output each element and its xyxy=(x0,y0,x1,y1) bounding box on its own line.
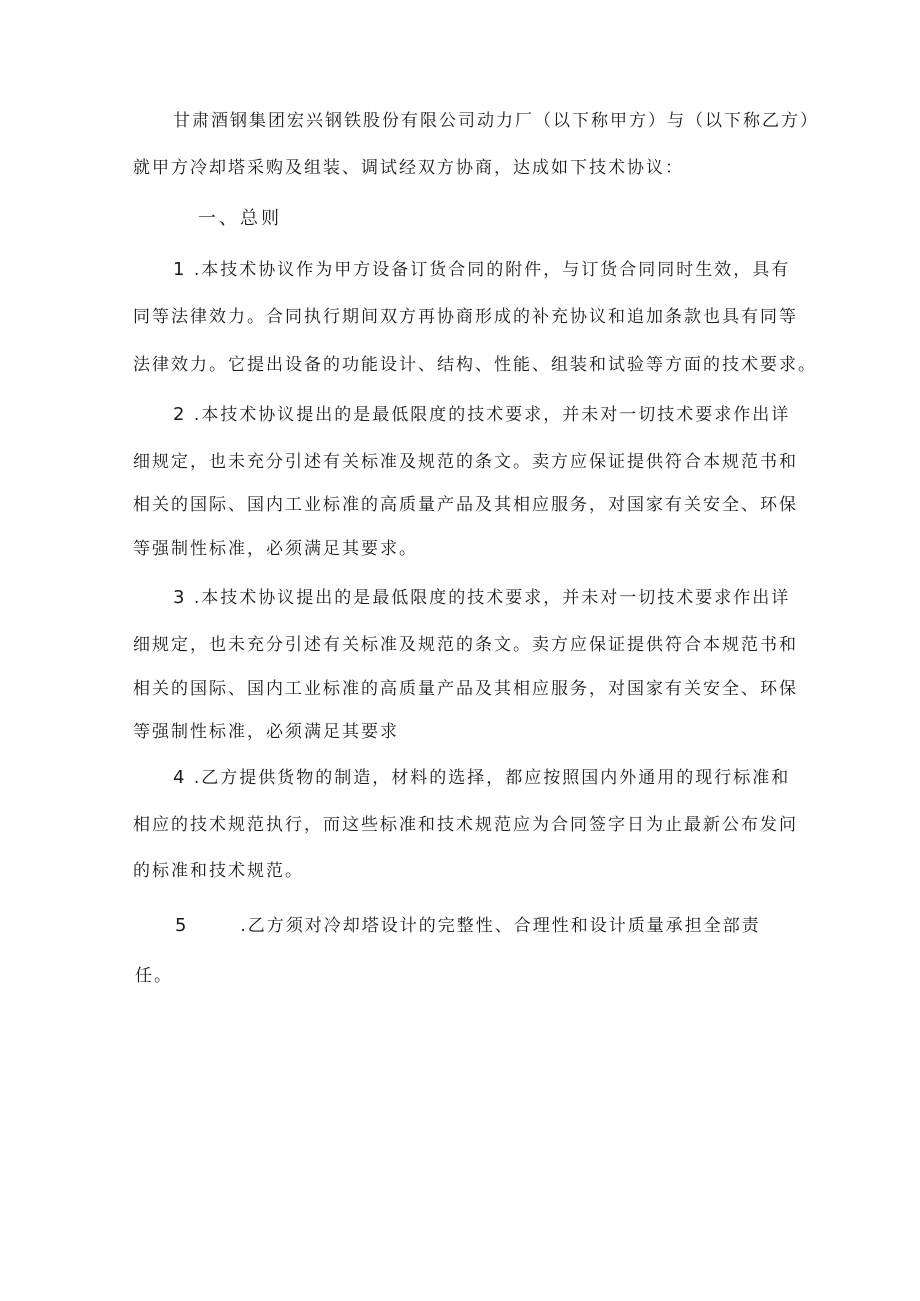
item-4-line-3: 的标准和技术规范。 xyxy=(133,861,304,881)
item-4-line-2: 相应的技术规范执行，而这些标准和技术规范应为合同签字日为止最新公布发问 xyxy=(133,815,798,835)
item-2-line-1 xyxy=(173,404,790,426)
item-1-number: 1 xyxy=(173,259,187,280)
item-2-line-3: 相关的国际、国内工业标准的高质量产品及其相应服务，对国家有关安全、环保 xyxy=(133,495,798,515)
item-2-text: .本技术协议提出的是最低限度的技术要求，并未对一切技术要求作出详 xyxy=(193,405,791,425)
item-5-text: .乙方须对冷却塔设计的完整性、合理性和设计质量承担全部责 xyxy=(240,916,761,936)
item-5-line-2: 任。 xyxy=(135,966,173,986)
item-3-line-3: 相关的国际、国内工业标准的高质量产品及其相应服务，对国家有关安全、环保 xyxy=(133,679,798,699)
item-3-number: 3 xyxy=(173,587,187,608)
intro-line-1: 甘肃酒钢集团宏兴钢铁股份有限公司动力厂（以下称甲方）与（以下称乙方） xyxy=(173,111,819,131)
item-4-line-1 xyxy=(173,767,790,789)
item-1-line-2: 同等法律效力。合同执行期间双方再协商形成的补充协议和追加条款也具有同等 xyxy=(133,307,798,327)
item-2-line-4: 等强制性标准，必须满足其要求。 xyxy=(133,539,418,559)
item-3-line-4: 等强制性标准，必须满足其要求 xyxy=(133,722,399,742)
item-4-number: 4 xyxy=(173,767,187,788)
item-4-text: .乙方提供货物的制造，材料的选择，都应按照国内外通用的现行标准和 xyxy=(193,768,791,788)
item-3-line-1 xyxy=(173,587,790,609)
item-2-number: 2 xyxy=(173,404,187,425)
section-title: 一、总则 xyxy=(198,208,282,229)
item-5-number: 5 xyxy=(175,915,189,936)
item-3-line-2: 细规定，也未充分引述有关标准及规范的条文。卖方应保证提供符合本规范书和 xyxy=(133,635,798,655)
intro-line-2: 就甲方冷却塔采购及组装、调试经双方协商，达成如下技术协议： xyxy=(133,158,684,178)
item-2-line-2: 细规定，也未充分引述有关标准及规范的条文。卖方应保证提供符合本规范书和 xyxy=(133,452,798,472)
item-1-line-3: 法律效力。它提出设备的功能设计、结构、性能、组装和试验等方面的技术要求。 xyxy=(133,355,817,375)
item-1-text: .本技术协议作为甲方设备订货合同的附件，与订货合同同时生效，具有 xyxy=(193,260,791,280)
item-3-text: .本技术协议提出的是最低限度的技术要求，并未对一切技术要求作出详 xyxy=(193,588,791,608)
item-5-line-1 xyxy=(175,915,761,937)
item-1-line-1 xyxy=(173,259,790,281)
